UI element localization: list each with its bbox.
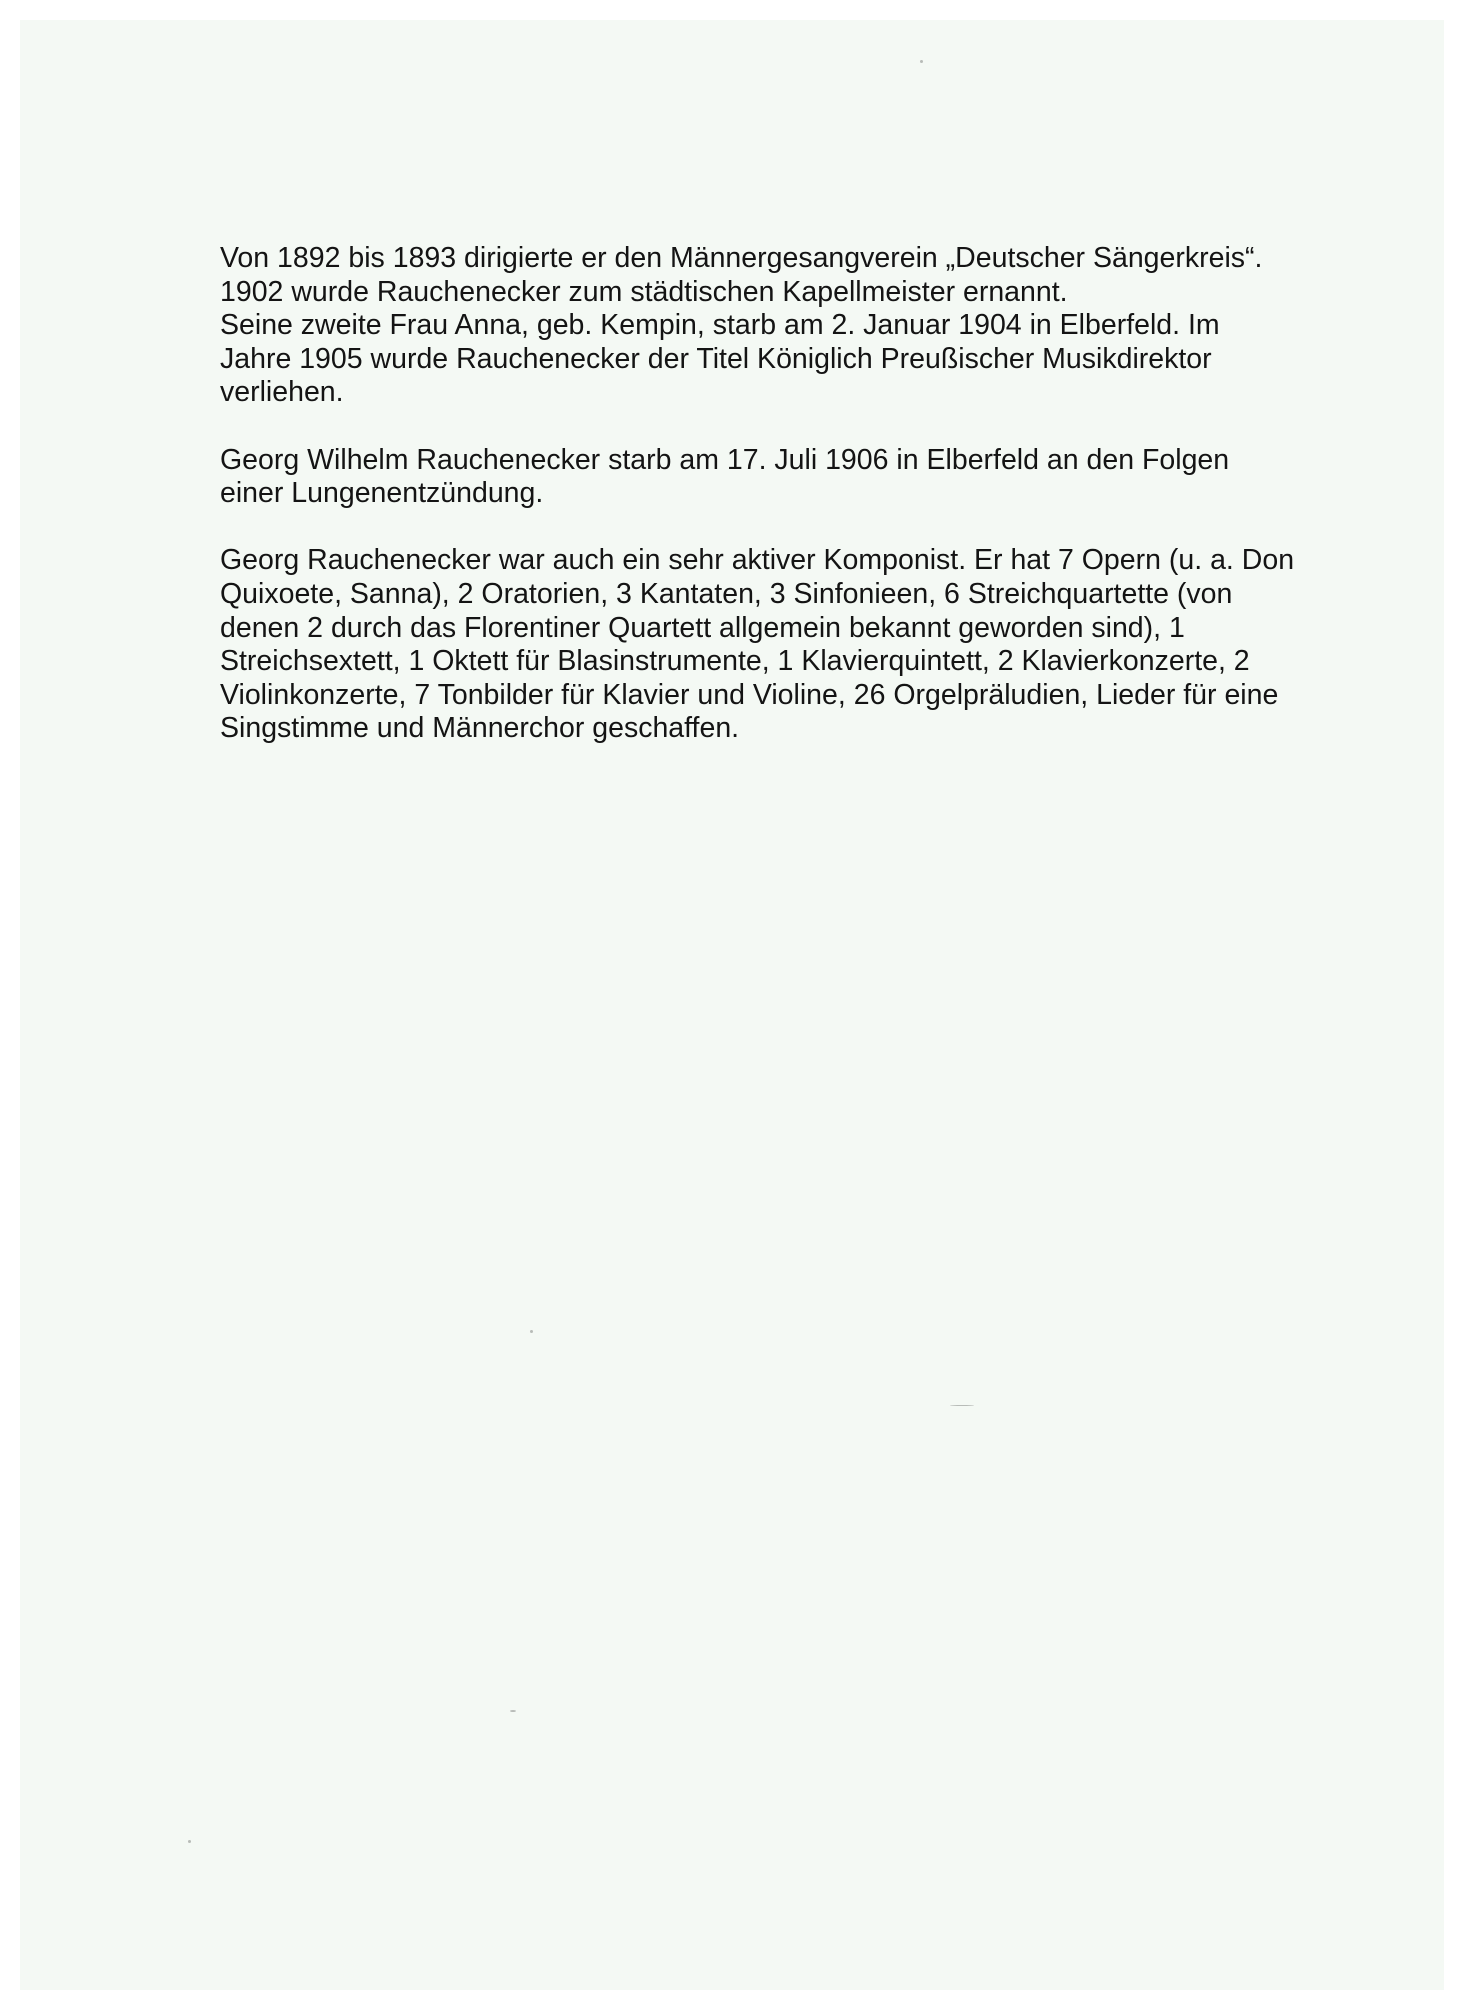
text-line: Von 1892 bis 1893 dirigierte er den Männergesangverein „Deutscher Sängerkreis“.	[220, 242, 1263, 274]
text-line: denen 2 durch das Florentiner Quartett allgemein bekannt geworden sind), 1	[220, 611, 1185, 644]
paragraph	[220, 242, 1350, 410]
text-line: einer Lungenentzündung.	[220, 477, 544, 510]
text-line: Georg Wilhelm Rauchenecker starb am 17. Juli 1906 in Elberfeld an den Folgen	[220, 443, 1230, 476]
text-line: Jahre 1905 wurde Rauchenecker der Titel Königlich Preußischer Musikdirektor	[220, 342, 1212, 375]
text-line: Quixoete, Sanna), 2 Oratorien, 3 Kantaten, 3 Sinfonieen, 6 Streichquartette (von	[220, 577, 1233, 610]
paragraph	[220, 444, 1350, 511]
text-line: 1902 wurde Rauchenecker zum städtischen Kapellmeister ernannt.	[220, 275, 1068, 308]
text-line: Georg Rauchenecker war auch ein sehr aktiver Komponist. Er hat 7 Opern (u. a. Don	[220, 544, 1295, 577]
scan-speck	[188, 1840, 191, 1843]
text-line: Streichsextett, 1 Oktett für Blasinstrumente, 1 Klavierquintett, 2 Klavierkonzerte, 2	[220, 645, 1250, 678]
text-line: Seine zweite Frau Anna, geb. Kempin, starb am 2. Januar 1904 in Elberfeld. Im	[220, 309, 1220, 342]
paragraph	[220, 544, 1350, 746]
scan-speck	[950, 1405, 974, 1406]
scan-speck	[530, 1330, 533, 1333]
scan-speck	[920, 60, 923, 63]
text-line: verliehen.	[220, 376, 344, 409]
document-body	[220, 242, 1350, 780]
scanned-sheet	[20, 20, 1444, 1990]
text-line: Singstimme und Männerchor geschaffen.	[220, 712, 740, 745]
text-line: Violinkonzerte, 7 Tonbilder für Klavier und Violine, 26 Orgelpräludien, Lieder für eine	[220, 678, 1279, 711]
scan-speck	[510, 1710, 516, 1712]
